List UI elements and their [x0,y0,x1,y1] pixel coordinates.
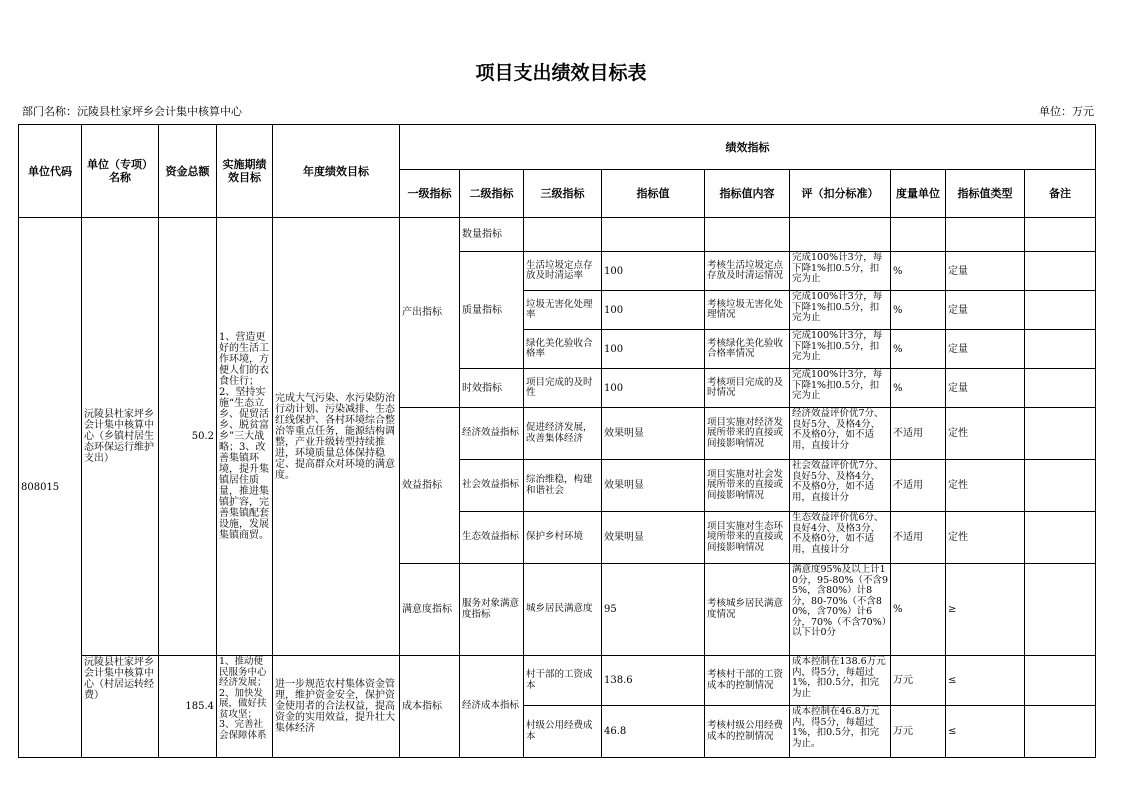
annual-goal-cell: 进一步规范农村集体资金管理，维护资金安全，保护资金使用者的合法权益，提高资金的实用效益，提升壮大集体经济 [273,656,400,758]
impl-goal-cell: 1、推动便民服务中心经济发展；2、加快发展，做好扶贫攻坚；3、完善社会保障体系 [217,656,273,758]
header-value-content: 指标值内容 [705,170,790,218]
level1-cell: 成本指标 [400,656,460,758]
remark-cell [1025,369,1096,408]
type-cell: 定性 [946,512,1025,564]
level2-cell: 生态效益指标 [460,512,524,564]
level2-cell: 经济成本指标 [460,656,524,758]
annual-goal-cell: 完成大气污染、水污染防治行动计划、污染减排、生态红线保护、各村环境综合整治等重点任务，能源结构调整，产业升级转型持续推进，环境质量总体保持稳定、提高群众对环境的满意度。 [273,218,400,656]
remark-cell [1025,291,1096,330]
header-annual-goal: 年度绩效目标 [273,125,400,218]
level3-cell: 综治维稳，构建和谐社会 [524,460,602,512]
scoring-cell: 社会效益评价优7分、良好5分、及格4分、不及格0分，如不适用，直接计分 [790,460,891,512]
value-cell: 100 [602,330,705,369]
type-cell: ≤ [946,656,1025,706]
level2-cell: 数量指标 [460,218,524,252]
type-cell: 定性 [946,460,1025,512]
unit-cell: % [891,252,946,291]
value-cell: 效果明显 [602,460,705,512]
header-value: 指标值 [602,170,705,218]
level2-cell: 社会效益指标 [460,460,524,512]
scoring-cell: 成本控制在138.6万元内，得5分，每超过1%，扣0.5分，扣完为止 [790,656,891,706]
level1-cell: 效益指标 [400,408,460,564]
header-perf-indicators: 绩效指标 [400,125,1096,170]
type-cell: 定量 [946,330,1025,369]
scoring-cell: 经济效益评价优7分、良好5分、及格4分、不及格0分，如不适用，直接计分 [790,408,891,460]
unit-cell: % [891,291,946,330]
scoring-cell: 完成100%计3分，每下降1%扣0.5分，扣完为止 [790,369,891,408]
content-cell: 考核生活垃圾定点存放及时清运情况 [705,252,790,291]
type-cell: 定性 [946,408,1025,460]
value-cell: 138.6 [602,656,705,706]
unit-code-cell: 808015 [19,218,82,758]
type-cell: 定量 [946,291,1025,330]
value-cell: 100 [602,291,705,330]
header-remark: 备注 [1025,170,1096,218]
remark-cell [1025,252,1096,291]
scoring-cell: 生态效益评价优6分、良好4分、及格3分、不及格0分，如不适用，直接计分 [790,512,891,564]
unit-cell: % [891,369,946,408]
unit-cell: % [891,330,946,369]
type-cell: 定量 [946,252,1025,291]
level3-cell: 垃圾无害化处理率 [524,291,602,330]
unit-cell: 万元 [891,656,946,706]
header-value-type: 指标值类型 [946,170,1025,218]
unit-cell: 不适用 [891,460,946,512]
content-cell: 项目实施对社会发展所带来的直接或间接影响情况 [705,460,790,512]
level2-cell: 经济效益指标 [460,408,524,460]
content-cell: 项目实施对生态环境所带来的直接或间接影响情况 [705,512,790,564]
project-name-cell: 沅陵县杜家坪乡会计集中核算中心（村居运转经费） [82,656,159,758]
unit-cell: 不适用 [891,408,946,460]
unit-cell: 万元 [891,706,946,758]
remark-cell [1025,564,1096,656]
remark-cell [1025,512,1096,564]
value-cell: 效果明显 [602,512,705,564]
scoring-cell: 完成100%计3分，每下降1%扣0.5分，扣完为止 [790,291,891,330]
level2-cell: 质量指标 [460,252,524,369]
content-cell: 考核项目完成的及时情况 [705,369,790,408]
project-name-cell: 沅陵县杜家坪乡会计集中核算中心（乡镇村居生态环保运行维护支出） [82,218,159,656]
remark-cell [1025,706,1096,758]
content-cell: 考核村级公用经费成本的控制情况 [705,706,790,758]
scoring-cell: 成本控制在46.8万元内，得5分，每超过1%，扣0.5分，扣完为止。 [790,706,891,758]
header-measure-unit: 度量单位 [891,170,946,218]
level3-cell: 城乡居民满意度 [524,564,602,656]
header-unit-name: 单位（专项）名称 [82,125,159,218]
type-cell: 定量 [946,369,1025,408]
level1-cell: 产出指标 [400,218,460,408]
unit-cell: % [891,564,946,656]
header-fund-total: 资金总额 [159,125,217,218]
value-cell: 100 [602,369,705,408]
level3-cell: 保护乡村环境 [524,512,602,564]
content-cell: 项目实施对经济发展所带来的直接或间接影响情况 [705,408,790,460]
unit-cell: 不适用 [891,512,946,564]
level3-cell: 绿化美化验收合格率 [524,330,602,369]
level3-cell: 项目完成的及时性 [524,369,602,408]
header-scoring: 评（扣分标准） [790,170,891,218]
currency-unit: 单位：万元 [1039,105,1094,118]
remark-cell [1025,656,1096,706]
type-cell: ≥ [946,564,1025,656]
level2-cell: 服务对象满意度指标 [460,564,524,656]
header-level2: 二级指标 [460,170,524,218]
level3-cell: 生活垃圾定点存放及时清运率 [524,252,602,291]
level3-cell: 村干部的工资成本 [524,656,602,706]
department-name: 部门名称：沅陵县杜家坪乡会计集中核算中心 [22,105,242,118]
header-unit-code: 单位代码 [19,125,82,218]
page-title: 项目支出绩效目标表 [475,62,647,84]
fund-amount-cell: 185.4 [159,656,217,758]
value-cell: 95 [602,564,705,656]
header-level3: 三级指标 [524,170,602,218]
header-impl-goal: 实施期绩效目标 [217,125,273,218]
content-cell: 考核村干部的工资成本的控制情况 [705,656,790,706]
remark-cell [1025,408,1096,460]
content-cell: 考核垃圾无害化处理情况 [705,291,790,330]
value-cell: 效果明显 [602,408,705,460]
header-level1: 一级指标 [400,170,460,218]
level3-cell: 促进经济发展，改善集体经济 [524,408,602,460]
impl-goal-cell: 1、营造更好的生活工作环境，方便人们的衣食住行；2、坚持实施“生态立乡、促贸活乡、脱贫富乡”三大战略；3、改善集镇环境，提升集镇居住质量，推进集镇扩容，完善集镇配套设施，发展集镇商贸。 [217,218,273,656]
type-cell: ≤ [946,706,1025,758]
scoring-cell: 满意度95%及以上计10分，95-80%（不含95%，含80%）计8分，80-70%（不含80%，含70%）计6分，70%（不含70%）以下计0分 [790,564,891,656]
value-cell: 46.8 [602,706,705,758]
remark-cell [1025,330,1096,369]
content-cell: 考核城乡居民满意度情况 [705,564,790,656]
level3-cell: 村级公用经费成本 [524,706,602,758]
scoring-cell: 完成100%计3分，每下降1%扣0.5分，扣完为止 [790,252,891,291]
remark-cell [1025,460,1096,512]
scoring-cell: 完成100%计3分，每下降1%扣0.5分，扣完为止 [790,330,891,369]
content-cell: 考核绿化美化验收合格率情况 [705,330,790,369]
level2-cell: 时效指标 [460,369,524,408]
performance-target-table [18,124,1096,758]
level1-cell: 满意度指标 [400,564,460,656]
value-cell: 100 [602,252,705,291]
fund-amount-cell: 50.2 [159,218,217,656]
